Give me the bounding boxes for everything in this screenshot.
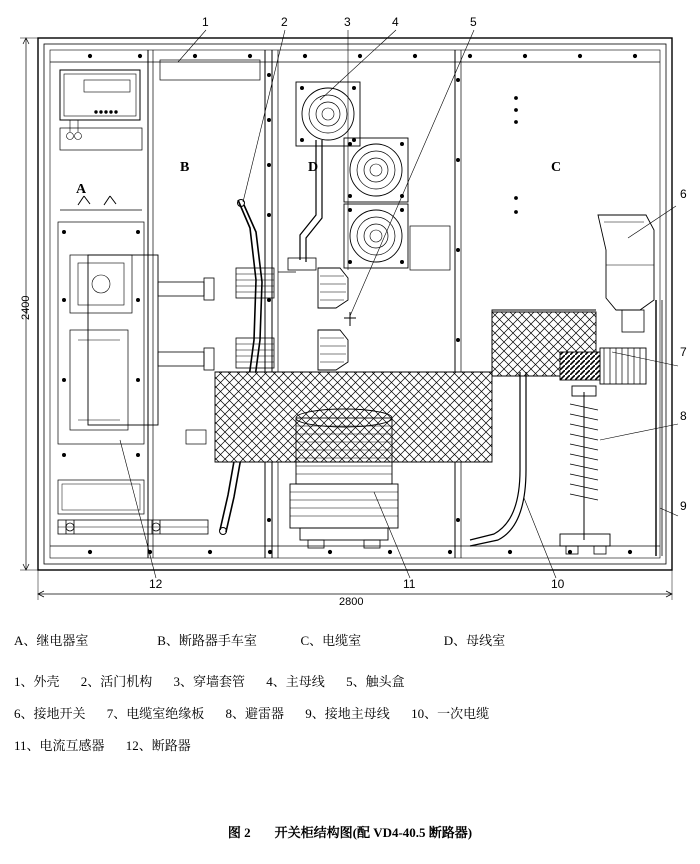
legend-part-10: 10、一次电缆: [411, 706, 490, 721]
legend-parts-row-2: [0, 703, 700, 722]
legend-part-4: 4、主母线: [266, 674, 325, 689]
room-label-d: D: [308, 160, 319, 175]
callout-1: 1: [202, 15, 209, 29]
figure-caption: [0, 822, 700, 841]
legend-part-3: 3、穿墙套管: [173, 674, 246, 689]
callout-4: 4: [392, 15, 399, 29]
legend-part-6: 6、接地开关: [14, 706, 86, 721]
legend-parts-row-3: [0, 735, 700, 754]
room-label-c: C: [551, 160, 562, 175]
legend-part-7: 7、电缆室绝缘板: [106, 706, 205, 721]
legend-part-1: 1、外壳: [14, 674, 60, 689]
legend-room-a: A、继电器室: [14, 633, 89, 648]
legend: [0, 630, 700, 767]
callout-7: 7: [680, 345, 687, 359]
callout-12: 12: [149, 577, 163, 591]
figure-title: 开关柜结构图(配 VD4-40.5 断路器): [274, 825, 473, 840]
legend-room-d: D、母线室: [443, 633, 506, 648]
dimension-width: 2800: [339, 596, 364, 608]
legend-part-9: 9、接地主母线: [305, 706, 390, 721]
callout-11: 11: [403, 577, 416, 591]
callout-5: 5: [470, 15, 477, 29]
callout-10: 10: [551, 577, 565, 591]
callout-3: 3: [344, 15, 351, 29]
callout-2: 2: [281, 15, 288, 29]
legend-part-5: 5、触头盒: [346, 674, 405, 689]
room-label-a: A: [76, 182, 87, 197]
legend-part-2: 2、活门机构: [80, 674, 153, 689]
legend-part-12: 12、断路器: [125, 738, 191, 753]
dimension-height: 2400: [20, 295, 32, 320]
legend-room-c: C、电缆室: [300, 633, 362, 648]
legend-part-11: 11、电流互感器: [14, 738, 105, 753]
figure-number: 图 2: [227, 825, 251, 840]
legend-room-b: B、断路器手车室: [157, 633, 257, 648]
legend-part-8: 8、避雷器: [225, 706, 285, 721]
room-label-b: B: [180, 160, 190, 175]
callout-6: 6: [680, 187, 687, 201]
legend-parts-row-1: [0, 671, 700, 690]
legend-rooms-row: [0, 630, 700, 649]
callout-9: 9: [680, 499, 687, 513]
callout-8: 8: [680, 409, 687, 423]
